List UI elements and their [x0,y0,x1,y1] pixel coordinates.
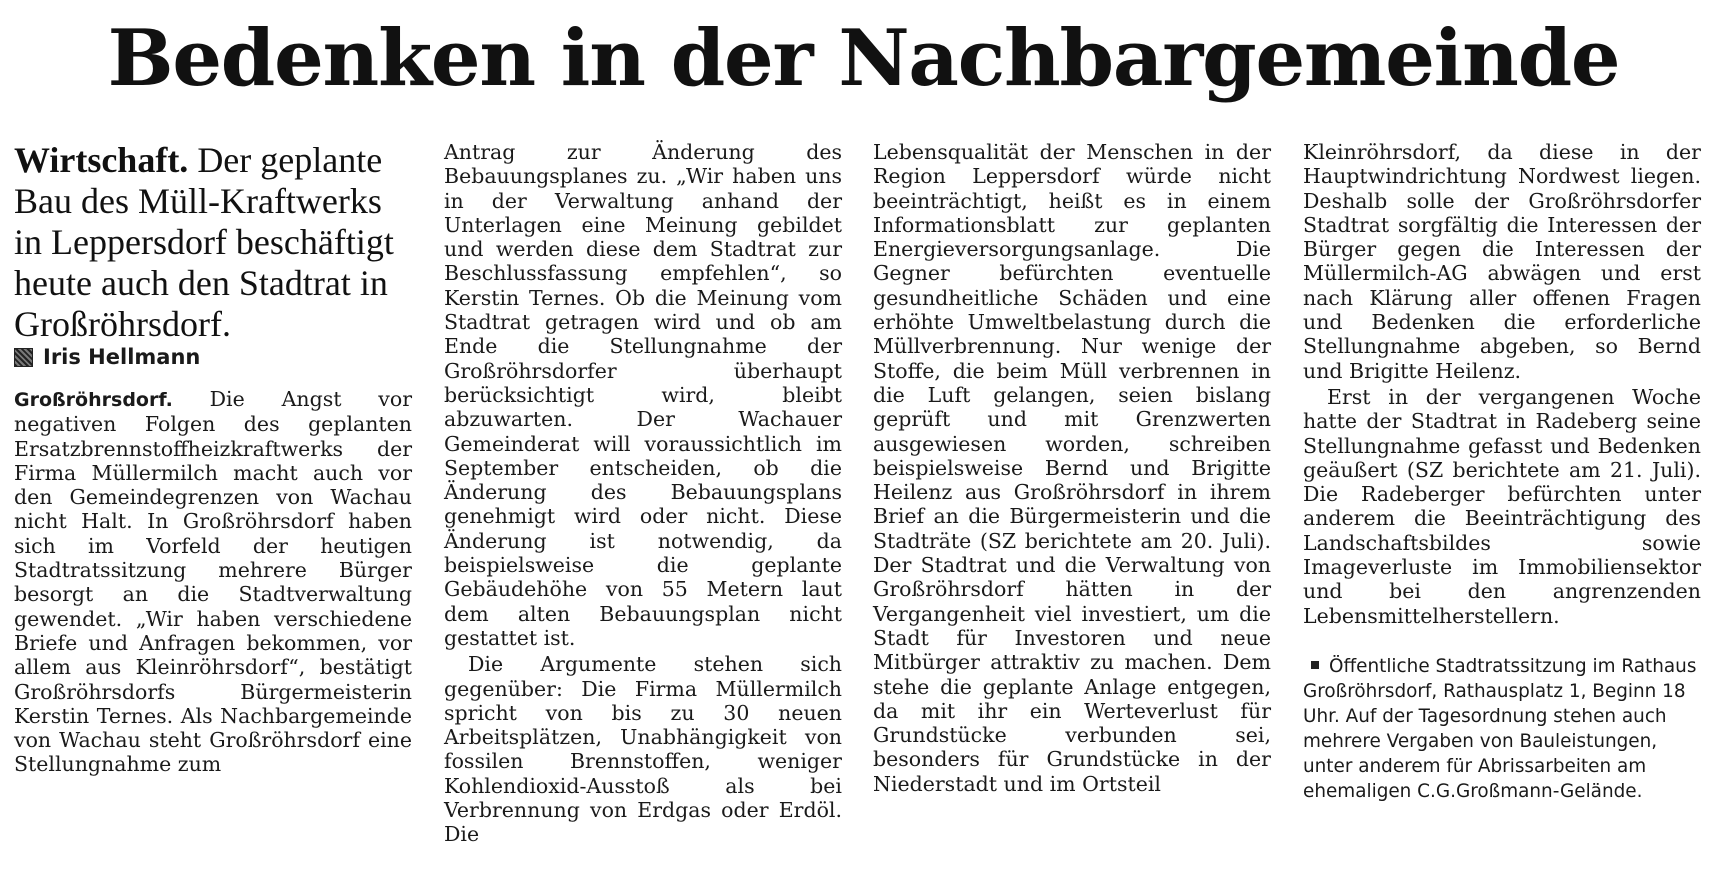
info-box-text: Öffentliche Stadtratssitzung im Rathaus Großröhrsdorf, Rathausplatz 1, Beginn 18 Uhr. Auf der Tagesordnung stehen auch mehrere Vergaben von Bauleistungen, unter anderem für Abrissarbeiten am ehemaligen C.G.Großmann-Gelände. [1303,655,1697,802]
body-text-col1: Die Angst vor negativen Folgen des geplanten Ersatzbrennstoffheizkraftwerks der Firma Müllermilch macht auch vor den Gemeindegrenzen von Wachau nicht Halt. In Großröhrsdorf haben sich im Vorfeld der heutigen Stadtratssitzung mehrere Bürger besorgt an die Stadtverwaltung gewendet. „Wir haben verschiedene Briefe und Anfragen bekommen, vor allem aus Kleinröhrsdorf“, bestätigt Großröhrsdorfs Bürgermeisterin Kerstin Ternes. Als Nachbargemeinde von Wachau steht Großröhrsdorf eine Stellungnahme zum [14,387,412,777]
body-paragraph-4: Lebensqualität der Menschen in der Region Leppersdorf würde nicht beeinträchtigt, heißt es in einem Informationsblatt zur geplanten Energieversorgungsanlage. Die Gegner befürchten eventuelle gesundheitliche Schäden und eine erhöhte Umweltbelastung durch die Müllverbrennung. Nur wenige der Stoffe, die beim Müll verbrennen in die Luft gelangen, seien bislang geprüft und mit Grenzwerten ausgewiesen worden, schreiben beispielsweise Bernd und Brigitte Heilenz aus Großröhrsdorf in ihrem Brief an die Bürgermeisterin und die Stadträte (SZ berichtete am 20. Juli). Der Stadtrat und die Verwaltung von Großröhrsdorf hätten in der Vergangenheit viel investiert, um die Stadt für Investoren und neue Mitbürger attraktiv zu machen. Dem stehe die geplante Anlage entgegen, da mit ihr ein Werteverlust für Grundstücke verbunden sei, besonders für Grundstücke in der Niederstadt und im Ortsteil [873,140,1271,796]
byline [14,345,412,369]
square-bullet-icon [1311,661,1319,669]
body-paragraph-3: Die Argumente stehen sich gegenüber: Die Firma Müllermilch spricht von bis zu 30 neuen Arbeitsplätzen, Unabhängigkeit von fossilen Brennstoffen, weniger Kohlendioxid-Ausstoß als bei Verbrennung von Erdgas oder Erdöl. Die [444,652,842,847]
article-column-2 [444,140,842,847]
article-column-1 [14,140,412,777]
author-icon [14,348,33,367]
lead-kicker: Wirtschaft. [14,140,189,180]
dateline: Großröhrsdorf. [14,389,173,411]
article-column-3 [873,140,1271,796]
info-box [1303,654,1701,804]
lead-text: Der geplante Bau des Müll-Kraftwerks in Leppersdorf beschäftigt heute auch den Stadtrat in Großröhrsdorf. [14,140,394,344]
article-column-4 [1303,140,1701,804]
lead-paragraph [14,140,412,345]
body-paragraph-6: Erst in der vergangenen Woche hatte der Stadtrat in Radeberg seine Stellungnahme gefasst und Bedenken geäußert (SZ berichtete am 21. Juli). Die Radeberger befürchten unter anderem die Beeinträchtigung des Landschaftsbildes sowie Imageverluste im Immobiliensektor und bei den angrenzenden Lebensmittelherstellern. [1303,384,1701,628]
byline-author: Iris Hellmann [43,345,201,369]
body-paragraph-1 [14,387,412,777]
headline: Bedenken in der Nachbargemeinde [107,13,1620,104]
body-paragraph-2: Antrag zur Änderung des Bebauungsplanes zu. „Wir haben uns in der Verwaltung anhand der Unterlagen eine Meinung gebildet und werden diese dem Stadtrat zur Beschlussfassung empfehlen“, so Kerstin Ternes. Ob die Meinung vom Stadtrat getragen wird und ob am Ende die Stellungnahme der Großröhrsdorfer überhaupt berücksichtigt wird, bleibt abzuwarten. Der Wachauer Gemeinderat will voraussichtlich im September entscheiden, ob die Änderung des Bebauungsplans genehmigt wird oder nicht. Diese Änderung ist notwendig, da beispielsweise die geplante Gebäudehöhe von 55 Metern laut dem alten Bebauungsplan nicht gestattet ist. [444,140,842,650]
body-paragraph-5: Kleinröhrsdorf, da diese in der Hauptwindrichtung Nordwest liegen. Deshalb solle der Großröhrsdorfer Stadtrat sorgfältig die Interessen der Bürger gegen die Interessen der Müllermilch-AG abwägen und erst nach Klärung aller offenen Fragen und Bedenken die erforderliche Stellungnahme abgeben, so Bernd und Brigitte Heilenz. [1303,140,1701,383]
